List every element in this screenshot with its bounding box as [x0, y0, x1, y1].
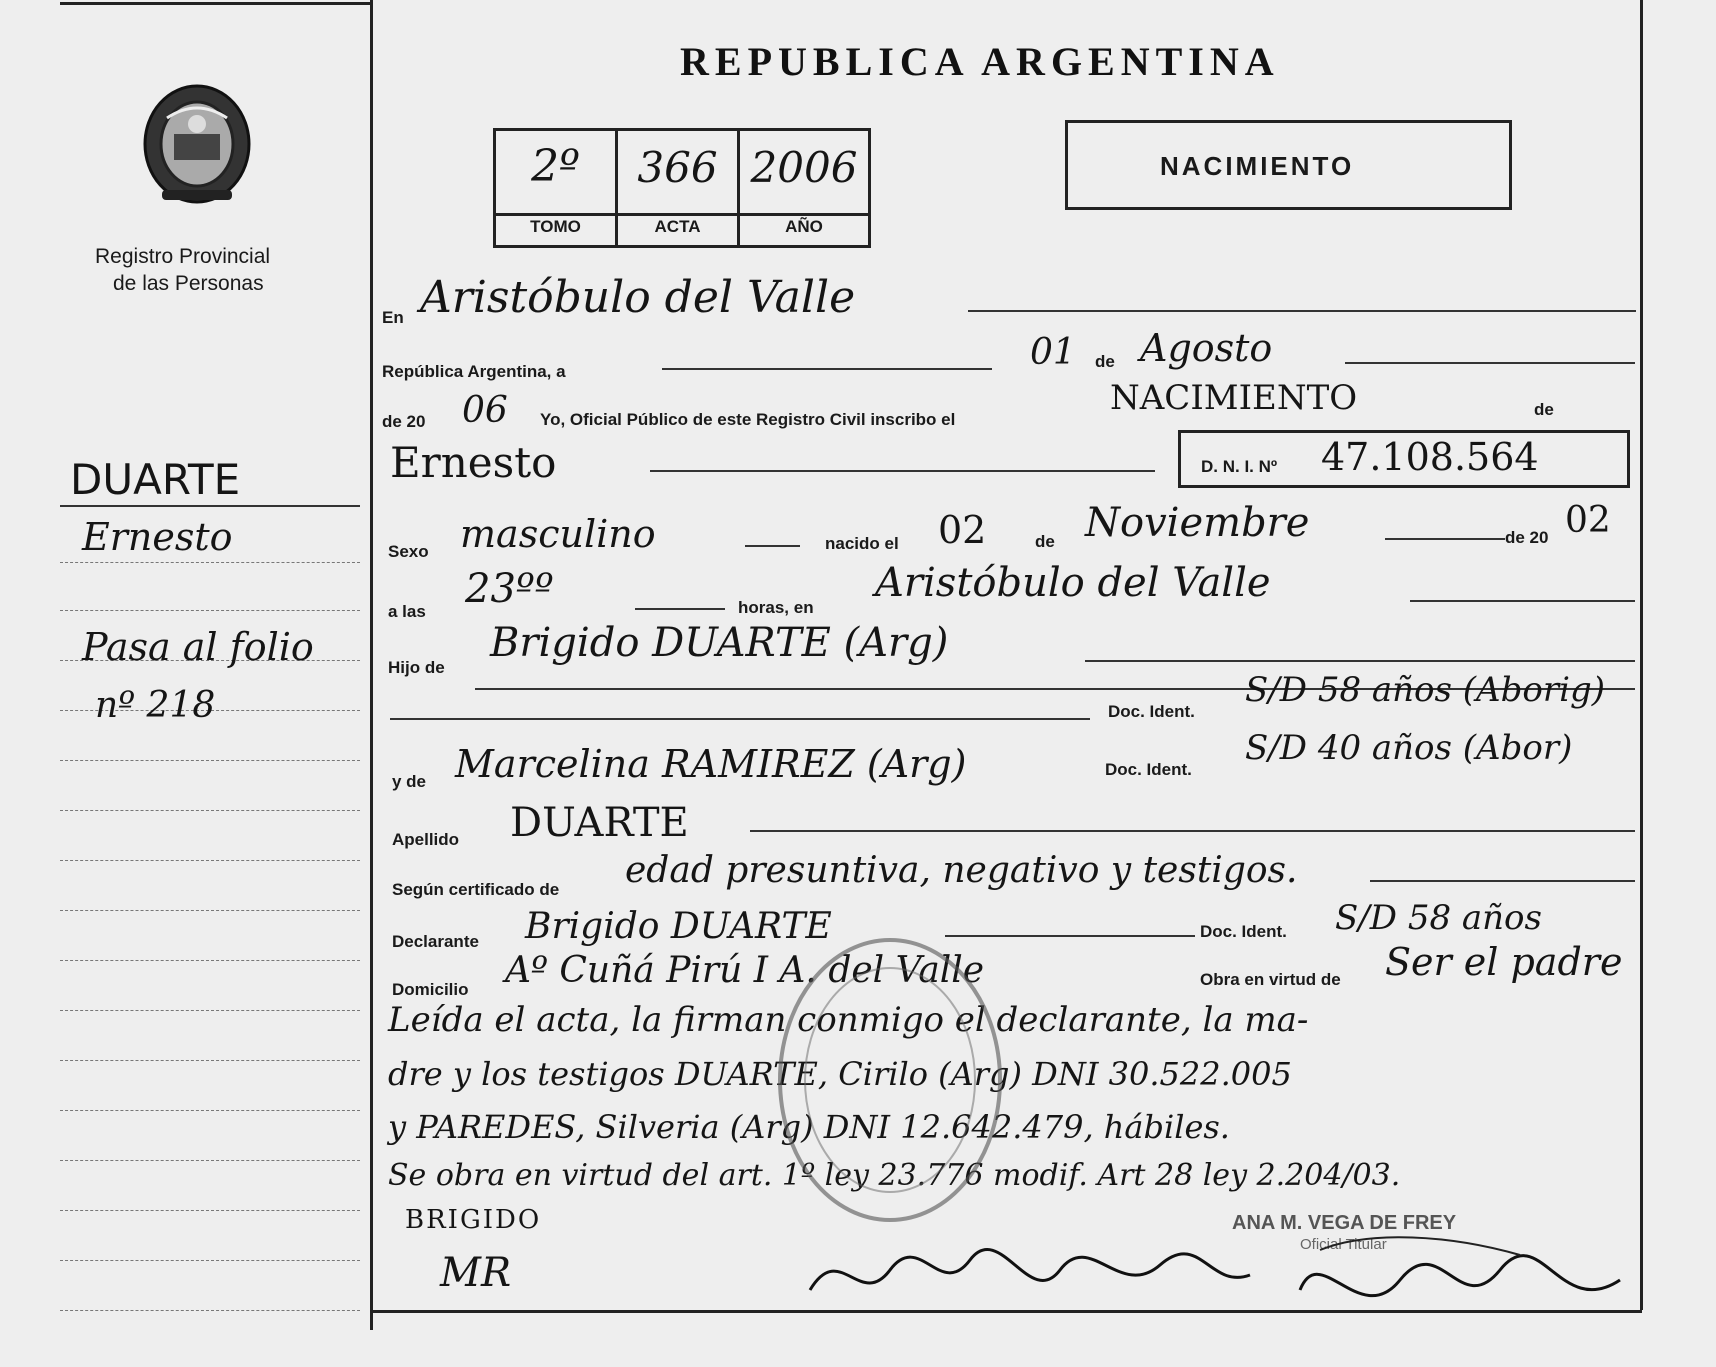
- birth-month-value: Noviembre: [1085, 500, 1310, 546]
- margin-line: [60, 610, 360, 611]
- body-line-1: Leída el acta, la firman conmigo el declarante, la ma-: [388, 1000, 1309, 1040]
- body-line-4: Se obra en virtud del art. 1º ley 23.776 modif. Art 28 ley 2.204/03.: [388, 1158, 1401, 1193]
- name-value: Ernesto: [390, 438, 557, 487]
- margin-line: [60, 960, 360, 961]
- official-title: Oficial Titular: [1300, 1236, 1387, 1253]
- segun-underline: [1370, 880, 1635, 882]
- year-value: 06: [462, 390, 508, 431]
- inscribo-label: Yo, Oficial Público de este Registro Civil inscribo el: [540, 410, 956, 429]
- de-label-2: de: [1534, 400, 1554, 419]
- declarante-doc-value: S/D 58 años: [1335, 898, 1542, 938]
- margin-note-line1: Pasa al folio: [82, 625, 314, 669]
- anio-label: AÑO: [785, 217, 823, 236]
- yde-label: y de: [392, 772, 427, 791]
- apellido-underline: [750, 830, 1635, 832]
- registry-name-line2: de las Personas: [113, 272, 264, 295]
- doc-ident-label-2: Doc. Ident.: [1105, 760, 1192, 779]
- domicilio-value: Aº Cuñá Pirú I A. del Valle: [505, 950, 985, 991]
- father-value: Brigido DUARTE (Arg): [490, 620, 949, 666]
- top-left-border: [60, 2, 370, 5]
- margin-line: [60, 1010, 360, 1011]
- birth-month-underline: [1385, 538, 1505, 540]
- act-type-box: [1065, 120, 1512, 210]
- signature-brigido: BRIGIDO: [405, 1205, 542, 1235]
- sexo-value: masculino: [460, 512, 656, 556]
- sexo-underline: [745, 545, 800, 547]
- segun-label: Según certificado de: [392, 880, 560, 899]
- signature-scribble: [800, 1220, 1260, 1320]
- doc-ident-label-3: Doc. Ident.: [1200, 922, 1287, 941]
- mother-doc-value: S/D 40 años (Abor): [1245, 728, 1573, 768]
- act-type-label: NACIMIENTO: [1160, 151, 1355, 181]
- obra-value: Ser el padre: [1385, 940, 1623, 984]
- record-number-box: [493, 128, 871, 248]
- inscribo-value: NACIMIENTO: [1110, 378, 1358, 418]
- republica-label: República Argentina, a: [382, 362, 566, 381]
- de-label-3: de: [1035, 532, 1055, 551]
- margin-line: [60, 1210, 360, 1211]
- body-line-2: dre y los testigos DUARTE, Cirilo (Arg) DNI 30.522.005: [388, 1055, 1292, 1093]
- birth-year-label: de 20: [1505, 528, 1549, 547]
- hijo-label: Hijo de: [388, 658, 445, 677]
- right-border: [1640, 0, 1643, 1310]
- apellido-value: DUARTE: [510, 800, 689, 846]
- margin-line: [60, 1260, 360, 1261]
- dni-value: 47.108.564: [1321, 435, 1539, 479]
- month-value: Agosto: [1140, 326, 1273, 370]
- name-underline: [650, 470, 1155, 472]
- segun-value: edad presuntiva, negativo y testigos.: [625, 850, 1298, 891]
- hour-value: 23ºº: [465, 566, 554, 612]
- year-prefix-label: de 20: [382, 412, 426, 431]
- hour-underline: [635, 608, 725, 610]
- en-label: En: [382, 308, 404, 327]
- provincial-seal-icon: [132, 78, 262, 208]
- en-value: Aristóbulo del Valle: [420, 272, 856, 323]
- doc-ident-label: Doc. Ident.: [1108, 702, 1195, 721]
- margin-note-line2: nº 218: [95, 685, 216, 726]
- body-line-3: y PAREDES, Silveria (Arg) DNI 12.642.479, hábiles.: [388, 1108, 1230, 1146]
- birth-place-value: Aristóbulo del Valle: [875, 560, 1271, 606]
- left-column-divider: [370, 0, 373, 1330]
- republica-underline: [662, 368, 992, 370]
- tomo-cell: [496, 131, 618, 245]
- anio-cell: [740, 131, 868, 245]
- alas-label: a las: [388, 602, 426, 621]
- tomo-value: 2º: [531, 141, 580, 192]
- acta-value: 366: [637, 143, 718, 192]
- margin-line: [60, 760, 360, 761]
- margin-line: [60, 505, 360, 507]
- horas-label: horas, en: [738, 598, 814, 617]
- record-box-divider: [496, 213, 868, 216]
- margin-line: [60, 562, 360, 563]
- month-underline: [1345, 362, 1635, 364]
- anio-value: 2006: [750, 143, 858, 192]
- birth-year-value: 02: [1565, 500, 1611, 541]
- margin-line: [60, 810, 360, 811]
- day-value: 01: [1030, 332, 1076, 373]
- declarante-label: Declarante: [392, 932, 479, 951]
- father-doc-value: S/D 58 años (Aborig): [1245, 670, 1605, 710]
- sexo-label: Sexo: [388, 542, 429, 561]
- margin-surname: DUARTE: [70, 455, 241, 504]
- registry-name-line1: Registro Provincial: [95, 245, 271, 268]
- en-underline: [968, 310, 1636, 312]
- dni-label: D. N. I. Nº: [1201, 457, 1278, 476]
- father-doc-underline: [390, 718, 1090, 720]
- margin-line: [60, 1110, 360, 1111]
- de-label: de: [1095, 352, 1115, 371]
- margin-line: [60, 1160, 360, 1161]
- official-name: ANA M. VEGA DE FREY: [1232, 1212, 1457, 1234]
- official-signature-scribble: [1290, 1230, 1630, 1340]
- signature-mr: MR: [440, 1250, 512, 1296]
- father-underline: [1085, 660, 1635, 662]
- country-title: REPUBLICA ARGENTINA: [680, 39, 1280, 84]
- official-stamp: [770, 930, 1010, 1230]
- birth-day-value: 02: [938, 508, 987, 552]
- margin-line: [60, 910, 360, 911]
- acta-cell: [618, 131, 740, 245]
- margin-line: [60, 1060, 360, 1061]
- mother-value: Marcelina RAMIREZ (Arg): [455, 742, 967, 786]
- margin-given-name: Ernesto: [82, 515, 233, 559]
- dni-box: [1178, 430, 1630, 488]
- obra-label: Obra en virtud de: [1200, 970, 1341, 989]
- apellido-label: Apellido: [392, 830, 460, 849]
- nacido-label: nacido el: [825, 534, 899, 553]
- domicilio-label: Domicilio: [392, 980, 469, 999]
- declarante-value: Brigido DUARTE: [525, 906, 832, 947]
- birth-place-underline: [1410, 600, 1635, 602]
- acta-label: ACTA: [654, 217, 701, 236]
- margin-line: [60, 860, 360, 861]
- margin-line: [60, 1310, 360, 1311]
- tomo-label: TOMO: [530, 217, 581, 236]
